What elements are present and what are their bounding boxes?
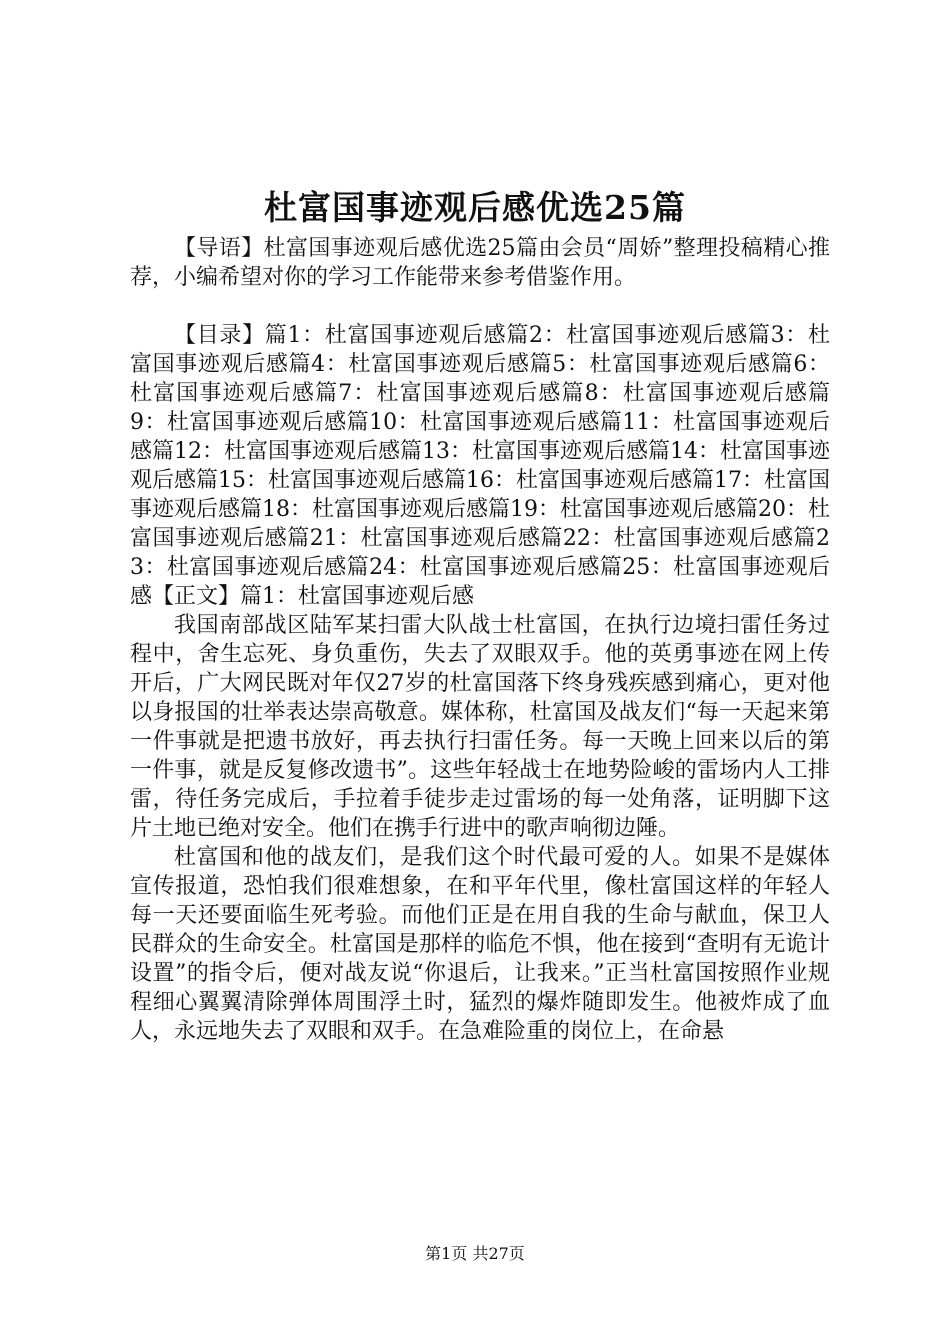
- body-paragraph: 杜富国和他的战友们，是我们这个时代最可爱的人。如果不是媒体宣传报道，恐怕我们很难想象，在和平年代里，像杜富国这样的年轻人每一天还要面临生死考验。而他们正是在用自我的生命与献血，保卫人民群众的生命安全。杜富国是那样的临危不惧，他在接到“查明有无诡计设置”的指令后，便对战友说“你退后，让我来。”正当杜富国按照作业规程细心翼翼清除弹体周围浮土时，猛烈的爆炸随即发生。他被炸成了血人，永远地失去了双眼和双手。在急难险重的岗位上，在命悬: [130, 845, 830, 1044]
- document-body: [130, 234, 830, 1046]
- page-number-footer: 第1页 共27页: [425, 1244, 525, 1263]
- document-title: 杜富国事迹观后感优选25篇: [264, 188, 686, 227]
- intro-paragraph: 【导语】杜富国事迹观后感优选25篇由会员“周娇”整理投稿精心推荐，小编希望对你的学习工作能带来参考借鉴作用。: [130, 236, 830, 290]
- table-of-contents-paragraph: 【目录】篇1：杜富国事迹观后感篇2：杜富国事迹观后感篇3：杜富国事迹观后感篇4：杜富国事迹观后感篇5：杜富国事迹观后感篇6：杜富国事迹观后感篇7：杜富国事迹观后感篇8：杜富国事迹观后感篇9：杜富国事迹观后感篇10：杜富国事迹观后感篇11：杜富国事迹观后感篇12：杜富国事迹观后感篇13：杜富国事迹观后感篇14：杜富国事迹观后感篇15：杜富国事迹观后感篇16：杜富国事迹观后感篇17：杜富国事迹观后感篇18：杜富国事迹观后感篇19：杜富国事迹观后感篇20：杜富国事迹观后感篇21：杜富国事迹观后感篇22：杜富国事迹观后感篇23：杜富国事迹观后感篇24：杜富国事迹观后感篇25：杜富国事迹观后感【正文】篇1：杜富国事迹观后感: [130, 323, 830, 609]
- body-paragraph: 我国南部战区陆军某扫雷大队战士杜富国，在执行边境扫雷任务过程中，舍生忘死、身负重伤，失去了双眼双手。他的英勇事迹在网上传开后，广大网民既对年仅27岁的杜富国落下终身残疾感到痛心，更对他以身报国的壮举表达崇高敬意。媒体称，杜富国及战友们“每一天起来第一件事就是把遗书放好，再去执行扫雷任务。每一天晚上回来以后的第一件事，就是反复修改遗书”。这些年轻战士在地势险峻的雷场内人工排雷，待任务完成后，手拉着手徒步走过雷场的每一处角落，证明脚下这片土地已绝对安全。他们在携手行进中的歌声响彻边陲。: [130, 613, 830, 841]
